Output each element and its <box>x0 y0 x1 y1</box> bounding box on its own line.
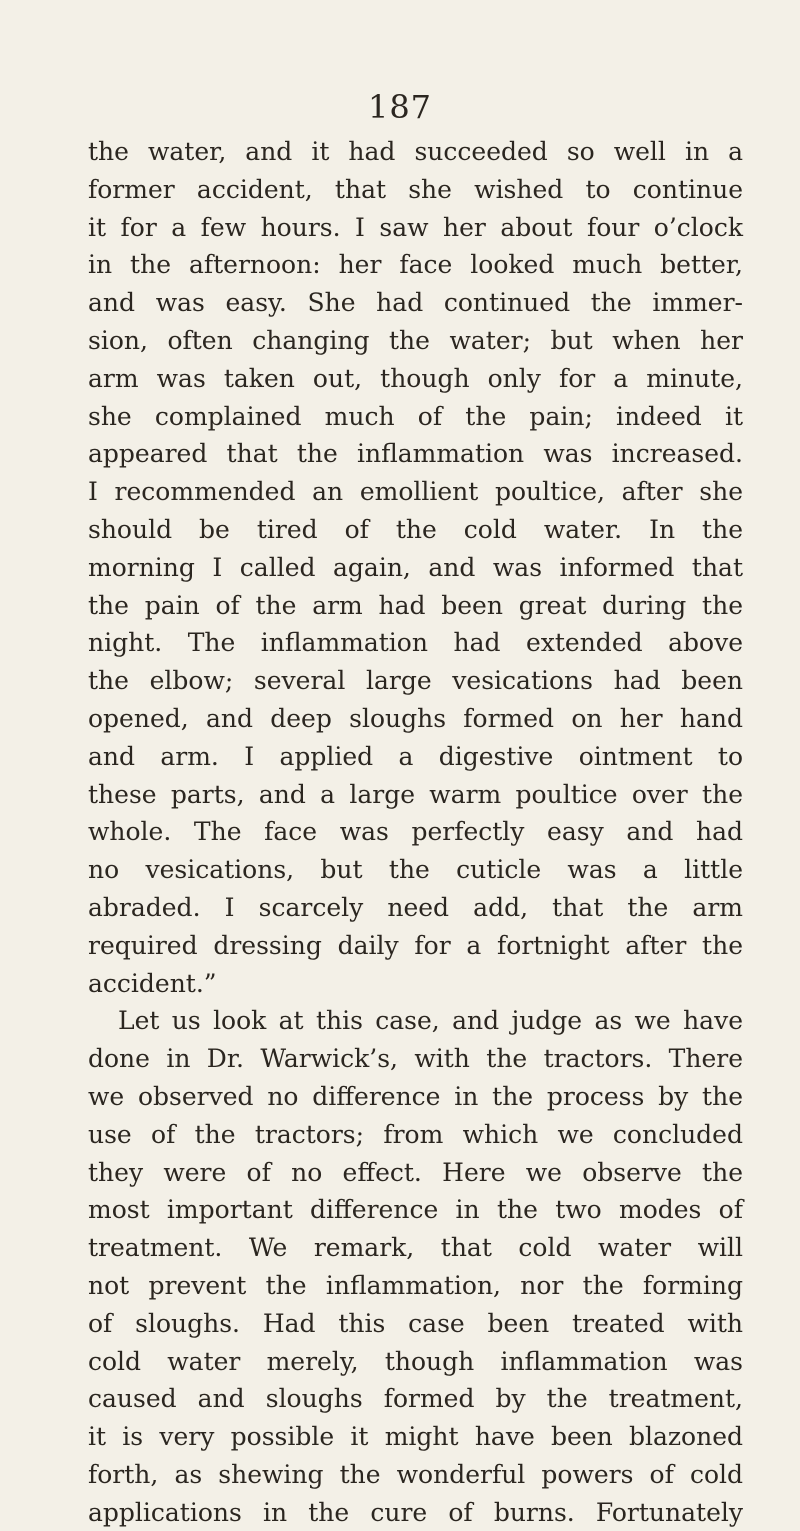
text-line: the water, and it had succeeded so well in a <box>88 137 743 166</box>
text-line: morning I called again, and was informed that <box>88 552 743 582</box>
text-line: appeared that the inflammation was increased. <box>88 439 743 469</box>
body-text <box>88 133 743 1531</box>
text-line: the elbow; several large vesications had been <box>88 666 743 696</box>
text-line: cold water merely, though inflammation was <box>88 1346 743 1376</box>
text-line: not prevent the inflammation, nor the forming <box>88 1270 743 1300</box>
text-line: it is very possible it might have been blazoned <box>88 1422 743 1452</box>
text-line: arm was taken out, though only for a minute, <box>88 363 743 393</box>
text-line: she complained much of the pain; indeed it <box>88 401 743 431</box>
text-line: caused and sloughs formed by the treatment, <box>88 1384 743 1414</box>
text-line: in the afternoon: her face looked much better, <box>88 250 743 280</box>
text-line: abraded. I scarcely need add, that the arm <box>88 892 743 922</box>
text-line: applications in the cure of burns. Fortunately <box>88 1497 743 1527</box>
text-line: we observed no difference in the process by the <box>88 1081 743 1111</box>
text-line: and was easy. She had continued the immer- <box>88 288 743 318</box>
text-line: no vesications, but the cuticle was a little <box>88 855 743 885</box>
text-line: required dressing daily for a fortnight after the <box>88 930 743 960</box>
text-line: whole. The face was perfectly easy and had <box>88 817 743 847</box>
text-line: use of the tractors; from which we concluded <box>88 1119 743 1149</box>
text-line: of sloughs. Had this case been treated with <box>88 1308 743 1338</box>
text-line: the pain of the arm had been great during the <box>88 590 743 620</box>
text-line: and arm. I applied a digestive ointment to <box>88 741 743 771</box>
text-line: most important difference in the two modes of <box>88 1195 743 1225</box>
text-line: should be tired of the cold water. In the <box>88 514 743 544</box>
text-line: accident.” <box>88 968 217 998</box>
text-line: former accident, that she wished to continue <box>88 174 743 204</box>
text-line: sion, often changing the water; but when her <box>88 325 743 355</box>
page-number: 187 <box>367 88 433 126</box>
text-line: opened, and deep sloughs formed on her hand <box>88 703 743 733</box>
text-line: it for a few hours. I saw her about four o’clock <box>88 212 743 242</box>
text-line: night. The inflammation had extended above <box>88 628 743 658</box>
text-line: these parts, and a large warm poultice over the <box>88 779 743 809</box>
text-line: treatment. We remark, that cold water will <box>88 1233 743 1263</box>
text-line: I recommended an emollient poultice, after she <box>88 477 743 507</box>
text-line: they were of no effect. Here we observe the <box>88 1157 743 1187</box>
text-line: forth, as shewing the wonderful powers of cold <box>88 1459 743 1489</box>
text-line: done in Dr. Warwick’s, with the tractors. There <box>88 1044 743 1074</box>
paragraph-start-line: Let us look at this case, and judge as we have <box>118 1006 743 1036</box>
